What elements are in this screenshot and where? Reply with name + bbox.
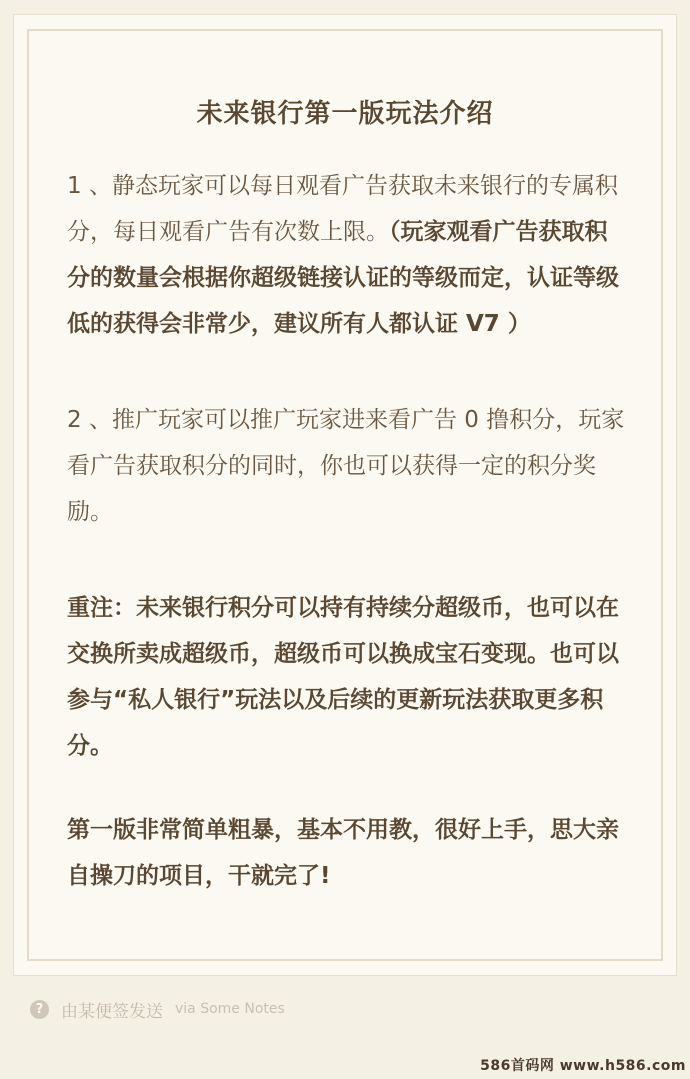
note-body (67, 163, 627, 899)
site-watermark: 586首码网 www.h586.com (480, 1058, 686, 1074)
spacer (67, 347, 627, 397)
sent-by-label: 由某便签发送 (61, 1001, 163, 1022)
paragraph-1-bold-text: （玩家观看广告获取积分的数量会根据你超级链接认证的等级而定，认证等级低的获得会非常少，建议所有人都认证 V7 ） (67, 219, 619, 337)
note-title: 未来银行第一版玩法介绍 (196, 99, 494, 129)
spacer (67, 535, 627, 585)
spacer (67, 769, 627, 807)
help-icon[interactable]: ? (30, 1000, 49, 1019)
paragraph-1 (67, 163, 627, 347)
paragraph-3-note: 重注：未来银行积分可以持有持续分超级币，也可以在交换所卖成超级币，超级币可以换成宝石变现。也可以参与“私人银行”玩法以及后续的更新玩法获取更多积分。 (67, 595, 619, 759)
paragraph-1-text: 1 、静态玩家可以每日观看广告获取未来银行的专属积分，每日观看广告有次数上限。 (67, 173, 618, 245)
via-app-label: via Some Notes (175, 1001, 285, 1017)
paragraph-4: 第一版非常简单粗暴，基本不用教，很好上手，思大亲自操刀的项目，干就完了! (67, 817, 619, 889)
paragraph-2: 2 、推广玩家可以推广玩家进来看广告 0 撸积分，玩家看广告获取积分的同时，你也可以获得一定的积分奖励。 (67, 407, 625, 525)
note-card (13, 14, 677, 976)
footer (30, 996, 285, 1022)
